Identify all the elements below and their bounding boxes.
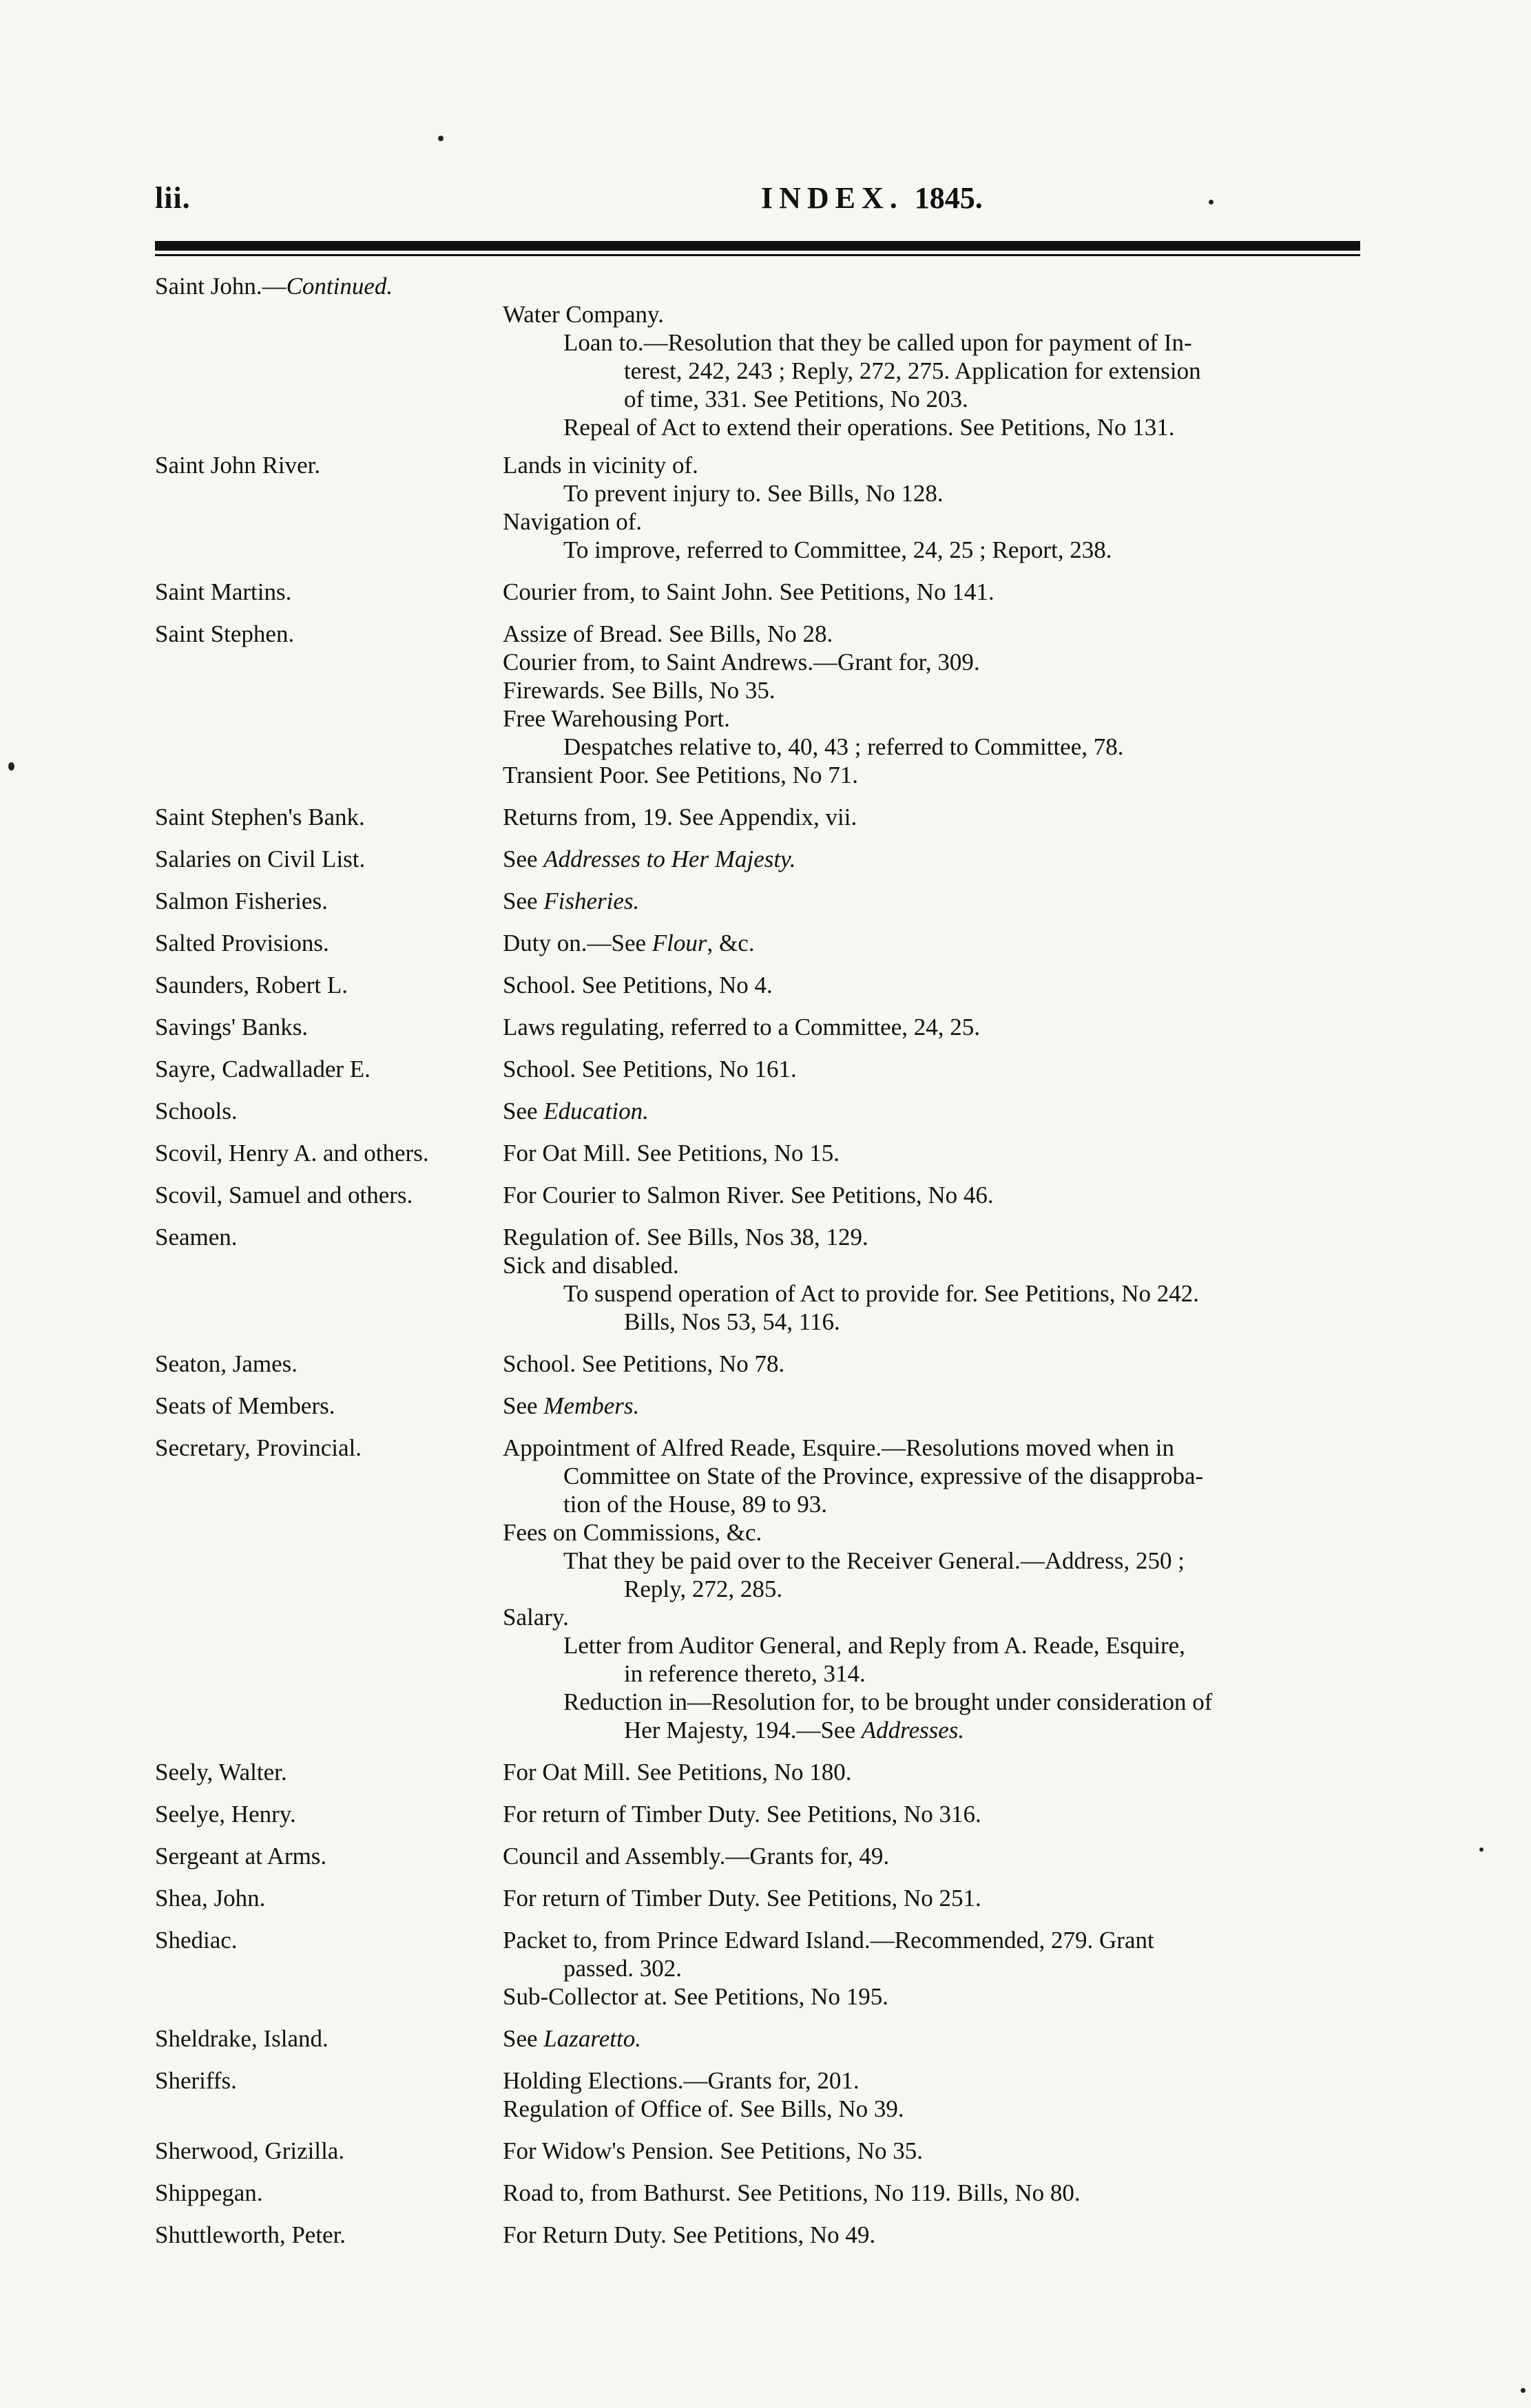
- header-rule-thin: [155, 254, 1360, 256]
- entry-description: [503, 1097, 1367, 1125]
- entry-description: [503, 2066, 1367, 2123]
- entry-heading: [155, 2221, 503, 2249]
- entry-heading-text: Seamen.: [155, 1224, 238, 1250]
- entry-line: Council and Assembly.—Grants for, 49.: [503, 1843, 890, 1870]
- entry-heading-text: Saint John River.: [155, 452, 321, 479]
- entry-line: See Lazaretto.: [503, 2025, 641, 2052]
- entry-description: [503, 845, 1367, 873]
- entry-heading: [155, 1181, 503, 1209]
- entry-line: See Addresses to Her Majesty.: [503, 846, 796, 872]
- entry-description: [503, 803, 1367, 831]
- entry-description: [503, 451, 1367, 564]
- entry-line: Her Majesty, 194.—See Addresses.: [624, 1717, 965, 1744]
- entry-line: Letter from Auditor General, and Reply from A. Reade, Esquire,: [563, 1632, 1185, 1659]
- entry-line: Holding Elections.—Grants for, 201.: [503, 2067, 860, 2094]
- entry-line: For return of Timber Duty. See Petitions, No 316.: [503, 1801, 981, 1828]
- entry-description: [503, 272, 1367, 441]
- entry-heading-text: Scovil, Samuel and others.: [155, 1182, 413, 1208]
- entry-line: Laws regulating, referred to a Committee, 24, 25.: [503, 1014, 980, 1040]
- index-entry: [155, 578, 1367, 606]
- entry-line: For Oat Mill. See Petitions, No 15.: [503, 1140, 840, 1166]
- entry-heading: [155, 2137, 503, 2165]
- cross-reference: Education.: [543, 1098, 649, 1124]
- index-entry: [155, 451, 1367, 564]
- entry-heading: [155, 1223, 503, 1336]
- index-entry: [155, 2137, 1367, 2165]
- entry-heading-text: Saint Stephen.: [155, 620, 295, 647]
- index-entry: [155, 1181, 1367, 1209]
- entry-heading: [155, 578, 503, 606]
- entry-heading: [155, 272, 503, 441]
- entry-line: Road to, from Bathurst. See Petitions, No 119. Bills, No 80.: [503, 2179, 1081, 2206]
- entry-line: of time, 331. See Petitions, No 203.: [624, 386, 968, 412]
- entry-line: Free Warehousing Port.: [503, 705, 730, 732]
- cross-reference: Members.: [543, 1392, 640, 1419]
- index-entry: [155, 971, 1367, 999]
- entry-heading: [155, 1013, 503, 1041]
- title-year: 1845.: [914, 181, 983, 215]
- entry-heading-text: Saunders, Robert L.: [155, 972, 348, 998]
- entry-line: Duty on.—See Flour, &c.: [503, 930, 755, 956]
- entry-description: [503, 1926, 1367, 2011]
- entry-line: Firewards. See Bills, No 35.: [503, 677, 775, 704]
- entry-line: See Education.: [503, 1098, 649, 1124]
- entry-heading-text: Shea, John.: [155, 1885, 266, 1912]
- entry-line: Assize of Bread. See Bills, No 28.: [503, 620, 833, 647]
- entry-description: [503, 1392, 1367, 1420]
- index-entry: [155, 1013, 1367, 1041]
- entry-heading-text: Seats of Members.: [155, 1392, 335, 1419]
- entry-line: Loan to.—Resolution that they be called upon for payment of In-: [563, 329, 1192, 356]
- cross-reference: Lazaretto.: [543, 2025, 641, 2052]
- entry-line: Fees on Commissions, &c.: [503, 1519, 762, 1546]
- entry-line: in reference thereto, 314.: [624, 1660, 866, 1687]
- entry-heading: [155, 971, 503, 999]
- entry-description: [503, 887, 1367, 915]
- entry-heading-text: Sherwood, Grizilla.: [155, 2137, 345, 2164]
- cross-reference: Addresses.: [861, 1717, 965, 1744]
- print-speck: [438, 136, 444, 141]
- index-entry: [155, 1055, 1367, 1083]
- entry-heading-text: Sayre, Cadwallader E.: [155, 1056, 371, 1082]
- title-word: INDEX.: [761, 181, 904, 215]
- entry-description: [503, 929, 1367, 957]
- entry-heading: [155, 2179, 503, 2207]
- entry-description: [503, 1181, 1367, 1209]
- index-entry: [155, 1097, 1367, 1125]
- entry-line: Packet to, from Prince Edward Island.—Recommended, 279. Grant: [503, 1927, 1154, 1954]
- entry-line: That they be paid over to the Receiver General.—Address, 250 ;: [563, 1547, 1185, 1574]
- entry-line: Committee on State of the Province, expressive of the disapproba-: [563, 1463, 1204, 1489]
- entry-heading: [155, 1350, 503, 1378]
- entry-heading-text: Shuttleworth, Peter.: [155, 2221, 346, 2248]
- entry-heading-text: Salmon Fisheries.: [155, 888, 328, 914]
- entry-line: Lands in vicinity of.: [503, 452, 698, 479]
- entry-heading: [155, 1139, 503, 1167]
- print-speck: [1521, 2388, 1525, 2393]
- cross-reference: Addresses to Her Majesty.: [543, 846, 796, 872]
- entry-line: Sub-Collector at. See Petitions, No 195.: [503, 1983, 888, 2010]
- entry-line: Regulation of Office of. See Bills, No 39.: [503, 2095, 904, 2122]
- index-entry: [155, 1842, 1367, 1870]
- entry-line: For Courier to Salmon River. See Petitions, No 46.: [503, 1182, 994, 1208]
- index-entry: [155, 1884, 1367, 1912]
- entry-line: To suspend operation of Act to provide for. See Petitions, No 242.: [563, 1280, 1199, 1307]
- entry-line: For Widow's Pension. See Petitions, No 35.: [503, 2137, 923, 2164]
- entry-line: School. See Petitions, No 78.: [503, 1350, 785, 1377]
- index-entry: [155, 620, 1367, 789]
- index-entry: [155, 2179, 1367, 2207]
- entry-heading-text: Salaries on Civil List.: [155, 846, 366, 872]
- entry-heading-text: Saint Stephen's Bank.: [155, 804, 365, 830]
- entry-line: Bills, Nos 53, 54, 116.: [624, 1308, 840, 1335]
- page-title: [761, 180, 983, 216]
- entry-heading-text: Seelye, Henry.: [155, 1801, 296, 1828]
- entry-heading: [155, 1926, 503, 2011]
- entry-line: To improve, referred to Committee, 24, 25 ; Report, 238.: [563, 536, 1112, 563]
- index-entry: [155, 1926, 1367, 2011]
- entry-line: Sick and disabled.: [503, 1252, 679, 1279]
- entry-line: Water Company.: [503, 301, 665, 328]
- entry-heading-italic: Continued.: [286, 273, 393, 300]
- index-entry: [155, 1223, 1367, 1336]
- index-body: [155, 272, 1367, 2263]
- entry-heading-text: Sheriffs.: [155, 2067, 237, 2094]
- entry-description: [503, 578, 1367, 606]
- index-entry: [155, 1392, 1367, 1420]
- entry-heading: [155, 1434, 503, 1744]
- entry-line: Despatches relative to, 40, 43 ; referred to Committee, 78.: [563, 733, 1124, 760]
- cross-reference: Flour: [652, 930, 707, 956]
- entry-heading: [155, 1392, 503, 1420]
- index-entry: [155, 887, 1367, 915]
- entry-line: Reduction in—Resolution for, to be brought under consideration of: [563, 1688, 1213, 1715]
- entry-description: [503, 2179, 1367, 2207]
- entry-description: [503, 1758, 1367, 1786]
- entry-description: [503, 1350, 1367, 1378]
- entry-heading: [155, 1758, 503, 1786]
- entry-description: [503, 1800, 1367, 1828]
- entry-description: [503, 1223, 1367, 1336]
- index-entry: [155, 1758, 1367, 1786]
- entry-description: [503, 1013, 1367, 1041]
- cross-reference: Fisheries.: [543, 888, 640, 914]
- index-entry: [155, 845, 1367, 873]
- entry-heading-text: Saint Martins.: [155, 578, 292, 605]
- print-speck: [1479, 1847, 1483, 1852]
- entry-line: Courier from, to Saint John. See Petitions, No 141.: [503, 578, 994, 605]
- entry-line: Transient Poor. See Petitions, No 71.: [503, 762, 858, 788]
- entry-heading: [155, 1884, 503, 1912]
- header-rule-thick: [155, 241, 1360, 251]
- index-entry: [155, 2024, 1367, 2053]
- entry-heading-text: Saint John.—: [155, 273, 287, 300]
- entry-heading: [155, 803, 503, 831]
- entry-line: Repeal of Act to extend their operations. See Petitions, No 131.: [563, 414, 1175, 441]
- continued-spacer: [503, 272, 1367, 300]
- entry-line: terest, 242, 243 ; Reply, 272, 275. Application for extension: [624, 357, 1201, 384]
- entry-heading-text: Scovil, Henry A. and others.: [155, 1140, 429, 1166]
- entry-line: Appointment of Alfred Reade, Esquire.—Resolutions moved when in: [503, 1434, 1174, 1461]
- entry-heading-text: Sergeant at Arms.: [155, 1843, 327, 1870]
- entry-description: [503, 1055, 1367, 1083]
- print-speck: [1209, 200, 1214, 205]
- page-header: [155, 180, 1360, 235]
- entry-heading-text: Shediac.: [155, 1927, 238, 1954]
- entry-description: [503, 1139, 1367, 1167]
- index-entry: [155, 272, 1367, 441]
- entry-description: [503, 2137, 1367, 2165]
- entry-line: For Oat Mill. See Petitions, No 180.: [503, 1759, 852, 1786]
- entry-line: To prevent injury to. See Bills, No 128.: [563, 480, 944, 507]
- index-entry: [155, 929, 1367, 957]
- index-entry: [155, 1434, 1367, 1744]
- entry-heading-text: Salted Provisions.: [155, 930, 329, 956]
- entry-heading-text: Shippegan.: [155, 2179, 263, 2206]
- entry-line: For return of Timber Duty. See Petitions, No 251.: [503, 1885, 981, 1912]
- entry-heading: [155, 1055, 503, 1083]
- entry-heading-text: Seely, Walter.: [155, 1759, 287, 1786]
- entry-line: passed. 302.: [563, 1955, 683, 1982]
- entry-line: See Fisheries.: [503, 888, 640, 914]
- index-entry: [155, 2221, 1367, 2249]
- entry-line: Navigation of.: [503, 508, 643, 535]
- entry-line: tion of the House, 89 to 93.: [563, 1491, 828, 1518]
- entry-description: [503, 1434, 1367, 1744]
- entry-heading-text: Savings' Banks.: [155, 1014, 309, 1040]
- entry-description: [503, 1842, 1367, 1870]
- entry-line: Returns from, 19. See Appendix, vii.: [503, 804, 857, 830]
- entry-heading-text: Schools.: [155, 1098, 238, 1124]
- entry-description: [503, 2221, 1367, 2249]
- entry-heading: [155, 451, 503, 564]
- entry-heading: [155, 2024, 503, 2053]
- entry-description: [503, 971, 1367, 999]
- index-entry: [155, 1350, 1367, 1378]
- entry-heading: [155, 1800, 503, 1828]
- entry-heading-text: Seaton, James.: [155, 1350, 298, 1377]
- entry-heading: [155, 2066, 503, 2123]
- entry-description: [503, 1884, 1367, 1912]
- entry-heading: [155, 887, 503, 915]
- entry-line: School. See Petitions, No 161.: [503, 1056, 797, 1082]
- page-number: lii.: [155, 181, 191, 215]
- entry-heading: [155, 620, 503, 789]
- entry-line: See Members.: [503, 1392, 640, 1419]
- entry-heading-text: Sheldrake, Island.: [155, 2025, 329, 2052]
- entry-heading-text: Secretary, Provincial.: [155, 1434, 362, 1461]
- entry-description: [503, 620, 1367, 789]
- print-speck: [8, 762, 14, 771]
- entry-heading: [155, 1842, 503, 1870]
- index-entry: [155, 2066, 1367, 2123]
- entry-description: [503, 2024, 1367, 2053]
- entry-heading: [155, 929, 503, 957]
- entry-heading: [155, 1097, 503, 1125]
- index-entry: [155, 1800, 1367, 1828]
- entry-line: Regulation of. See Bills, Nos 38, 129.: [503, 1224, 868, 1250]
- entry-line: Reply, 272, 285.: [624, 1575, 783, 1602]
- entry-heading: [155, 845, 503, 873]
- entry-line: School. See Petitions, No 4.: [503, 972, 773, 998]
- entry-line: Courier from, to Saint Andrews.—Grant for, 309.: [503, 649, 980, 676]
- index-entry: [155, 1139, 1367, 1167]
- index-entry: [155, 803, 1367, 831]
- entry-line: Salary.: [503, 1604, 569, 1631]
- entry-line: For Return Duty. See Petitions, No 49.: [503, 2221, 876, 2248]
